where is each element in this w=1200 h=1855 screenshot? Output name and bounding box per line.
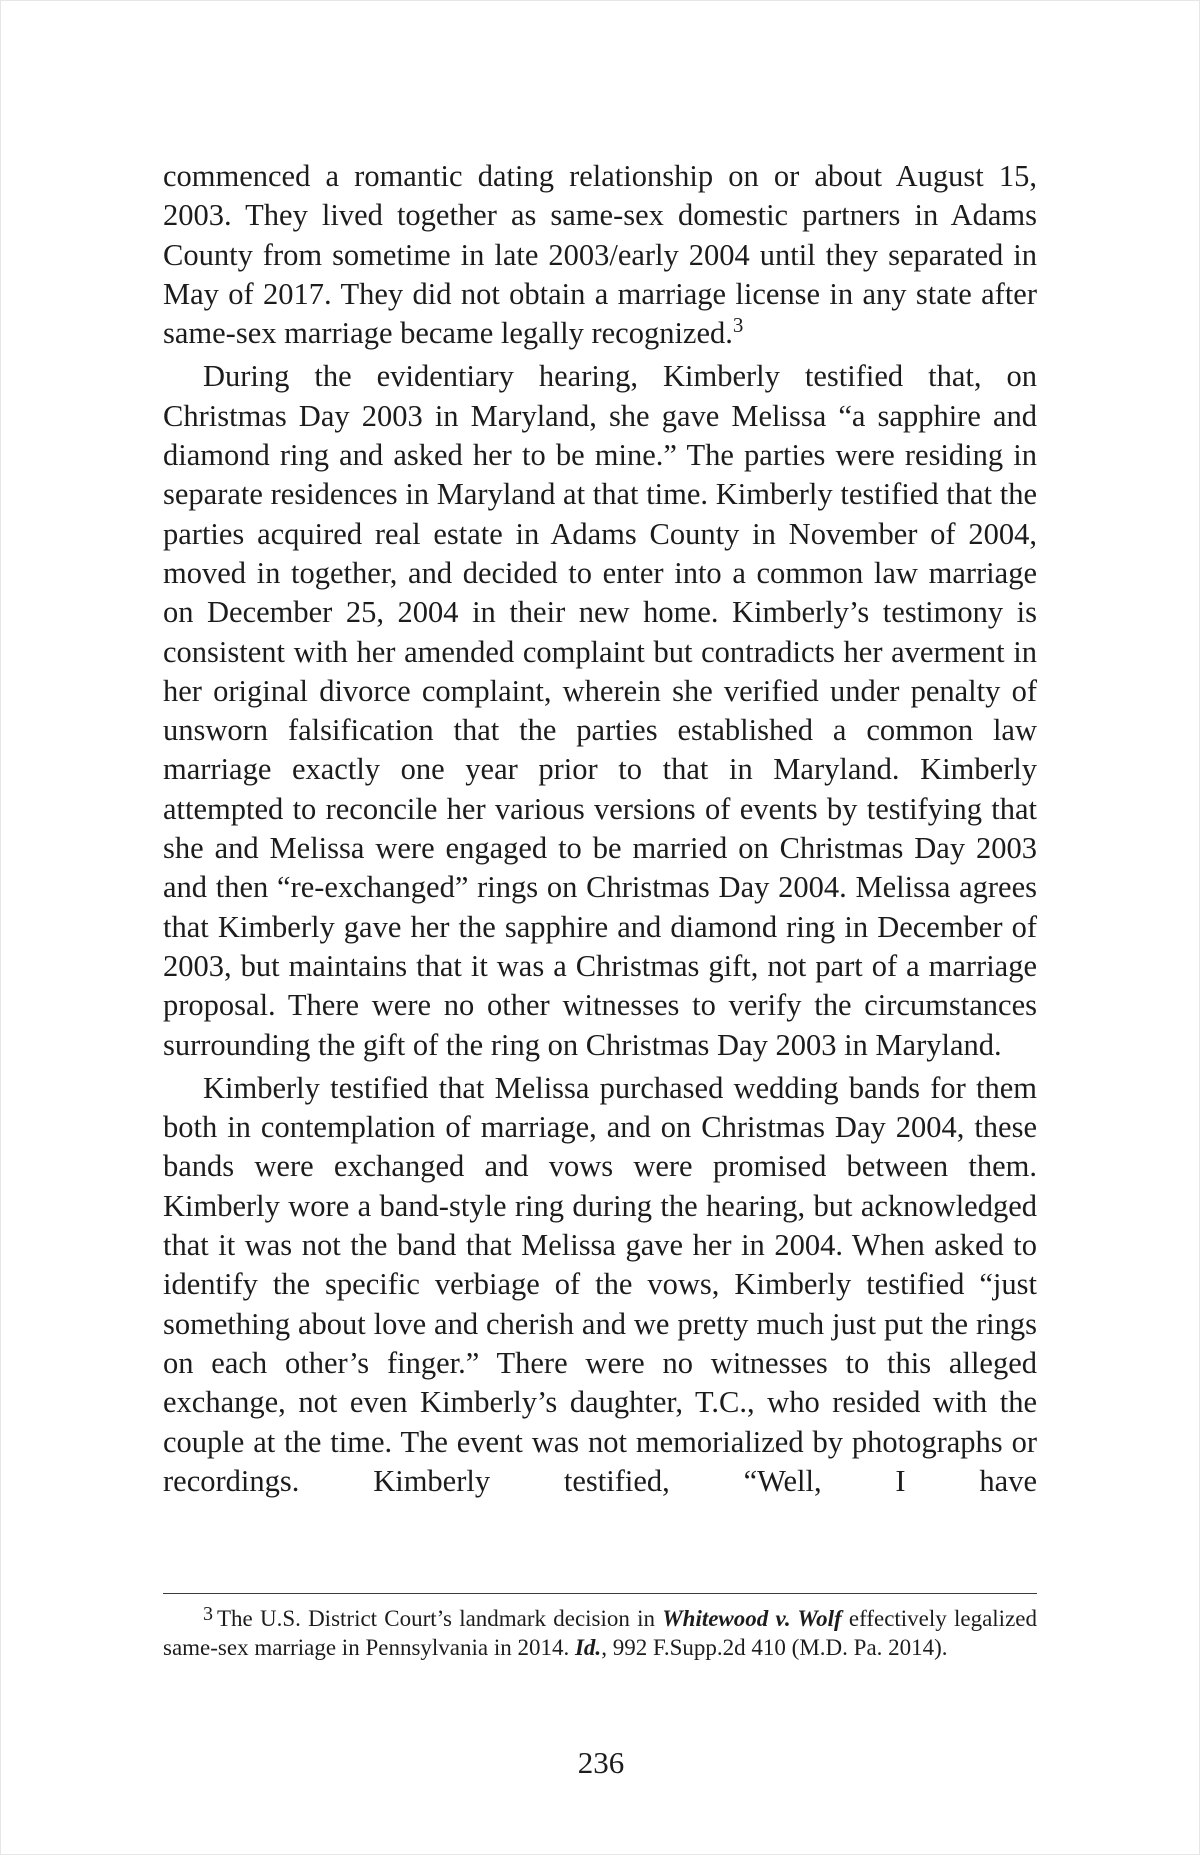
id-citation: Id.: [574, 1634, 602, 1660]
paragraph-1: [163, 157, 1037, 353]
footnote-3: [163, 1605, 1037, 1662]
footnote-text-before: The U.S. District Court’s landmark decision in: [217, 1606, 655, 1631]
footnote-number: 3: [203, 1603, 213, 1625]
paragraph-2: During the evidentiary hearing, Kimberly testified that, on Christmas Day 2003 in Maryland, she gave Melissa “a sapphire and diamond ring and asked her to be mine.” The parties were residing in separate residences in Maryland at that time. Kimberly testified that the parties acquired real estate in Adams County in November of 2004, moved in together, and decided to enter into a common law marriage on December 25, 2004 in their new home. Kimberly’s testimony is consistent with her amended complaint but contradicts her averment in her original divorce complaint, wherein she verified under penalty of unsworn falsification that the parties established a common law marriage exactly one year prior to that in Maryland. Kimberly attempted to reconcile her various versions of events by testifying that she and Melissa were engaged to be married on Christmas Day 2003 and then “re-exchanged” rings on Christmas Day 2004. Melissa agrees that Kimberly gave her the sapphire and diamond ring in December of 2003, but maintains that it was a Christmas gift, not part of a marriage proposal. There were no other witnesses to verify the circumstances surrounding the gift of the ring on Christmas Day 2003 in Maryland.: [163, 359, 1037, 1062]
case-citation: Whitewood v. Wolf: [662, 1606, 842, 1631]
body-text: [163, 157, 1037, 1505]
paragraph-3: Kimberly testified that Melissa purchased wedding bands for them both in contemplation of marriage, and on Christmas Day 2004, these bands were exchanged and vows were promised between them. Kimberly wore a band-style ring during the hearing, but acknowledged that it was not the band that Melissa gave her in 2004. When asked to identify the specific verbiage of the vows, Kimberly testified “just something about love and cherish and we pretty much just put the rings on each other’s finger.” There were no witnesses to this alleged exchange, not even Kimberly’s daughter, T.C., who resided with the couple at the time. The event was not memorialized by photographs or recordings. Kimberly testified, “Well, I have: [163, 1070, 1037, 1498]
footnotes: [163, 1605, 1037, 1662]
footnote-text-middle: effectively legalized same-sex marriage in Pennsylvania in 2014.: [163, 1606, 1037, 1660]
page-number: 236: [577, 1745, 625, 1780]
footnote-text-after: , 992 F.Supp.2d 410 (M.D. Pa. 2014).: [601, 1634, 948, 1660]
footnote-divider: [163, 1593, 1037, 1594]
paragraph-1-text: commenced a romantic dating relationship on or about August 15, 2003. They lived together as same-sex domestic partners in Adams County from sometime in late 2003/early 2004 until they separated in May of 2017. They did not obtain a marriage license in any state after same-sex marriage became legally recognized.: [163, 159, 1037, 351]
footnote-reference[interactable]: 3: [732, 313, 744, 338]
